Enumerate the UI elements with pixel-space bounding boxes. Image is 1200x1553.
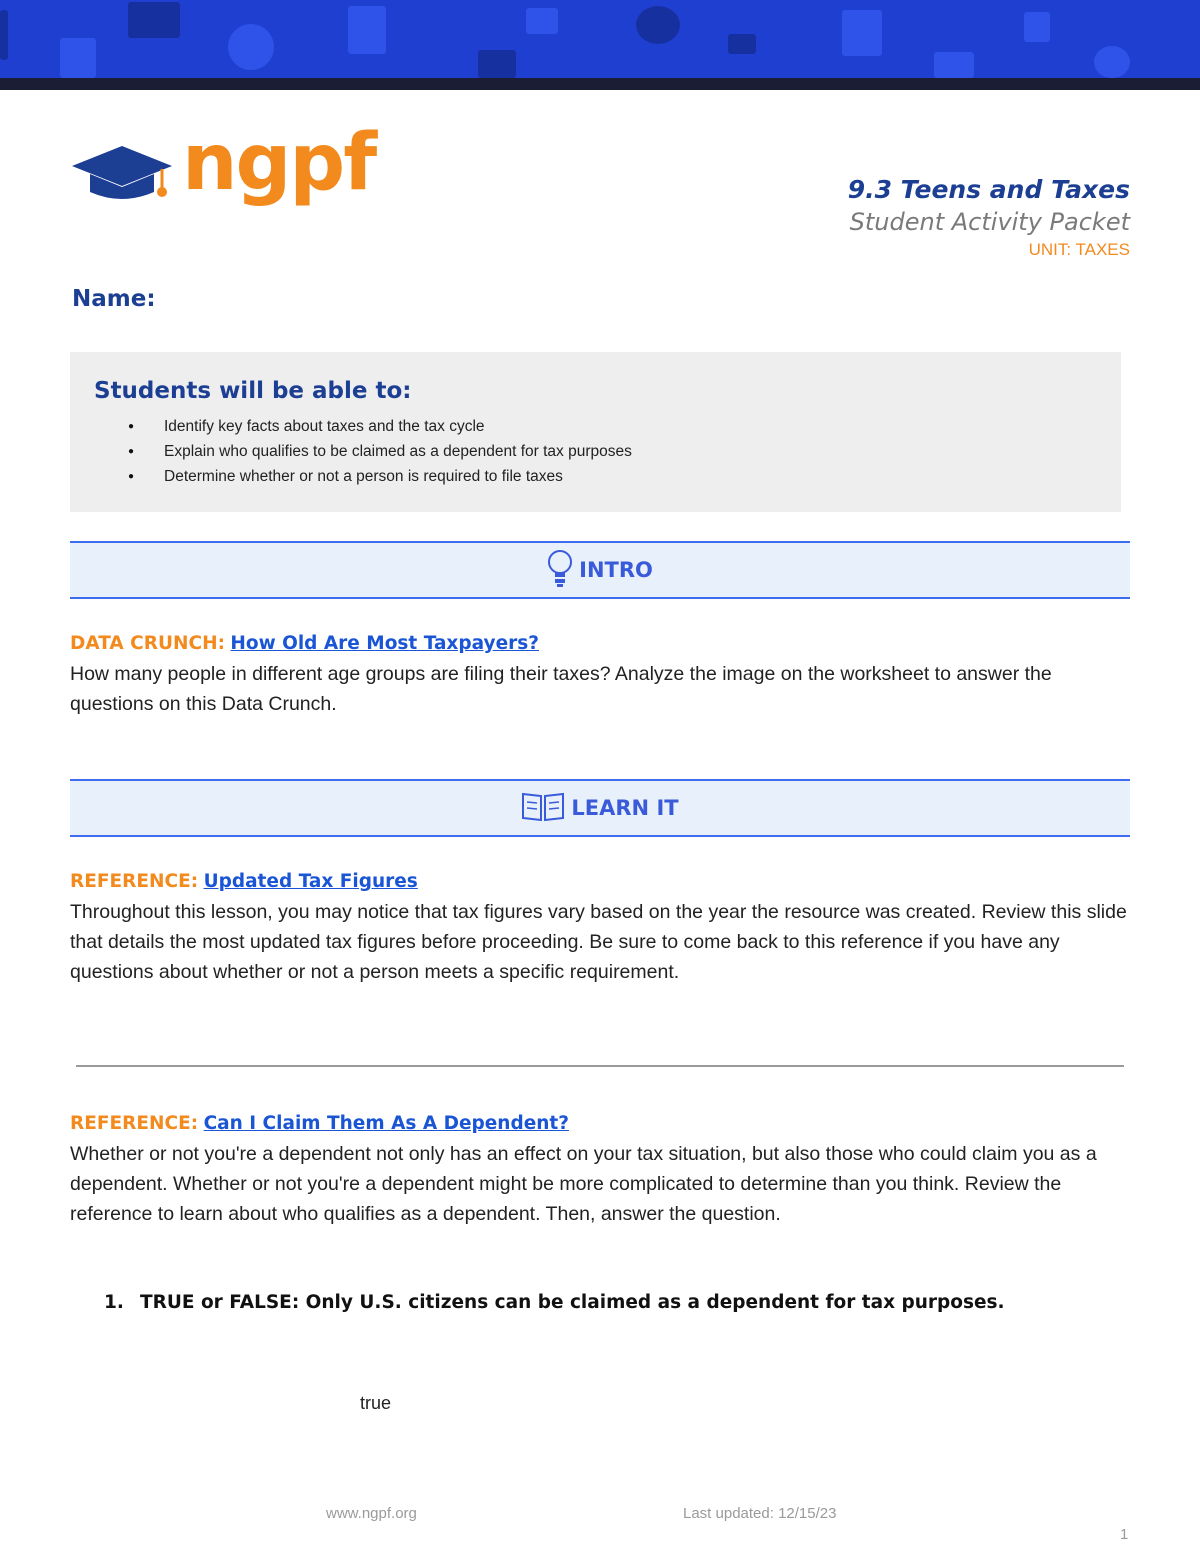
- ngpf-logo: [70, 118, 376, 218]
- reference-block-tax-figures: [70, 866, 1132, 987]
- list-item: ● Identify key facts about taxes and the tax cycle: [128, 414, 632, 439]
- reference-body-tax-figures: Throughout this lesson, you may notice that tax figures vary based on the year the resource was created. Review this slide that details the most updated tax figures before proceeding. Be sure to come back to this reference if you have any questions about whether or not a person meets a specific requirement.: [70, 901, 1127, 983]
- reference-body-dependent: Whether or not you're a dependent not only has an effect on your tax situation, but also those who could claim you as a dependent. Whether or not you're a dependent might be more complicated to determine than you think. Review the reference to learn about who qualifies as a dependent. Then, answer the question.: [70, 1143, 1097, 1225]
- section-label-learn-it: LEARN IT: [571, 796, 679, 820]
- reference-link-dependent[interactable]: Can I Claim Them As A Dependent?: [203, 1113, 570, 1134]
- unit-label: UNIT: TAXES: [1028, 240, 1130, 259]
- page-title: 9.3 Teens and Taxes: [847, 175, 1130, 204]
- objectives-list: [128, 414, 632, 489]
- horizontal-divider: [76, 1065, 1124, 1067]
- objectives-heading: Students will be able to:: [94, 378, 412, 404]
- reference-kicker: REFERENCE:: [70, 1113, 199, 1134]
- section-label-intro: INTRO: [579, 558, 653, 582]
- reference-link-tax-figures[interactable]: Updated Tax Figures: [203, 871, 418, 892]
- question-text: TRUE or FALSE: Only U.S. citizens can be claimed as a dependent for tax purposes.: [140, 1292, 1005, 1313]
- footer-url[interactable]: www.ngpf.org: [326, 1505, 417, 1522]
- footer-last-updated: Last updated: 12/15/23: [683, 1505, 837, 1522]
- data-crunch-block: [70, 628, 1132, 719]
- list-item: ● Explain who qualifies to be claimed as a dependent for tax purposes: [128, 439, 632, 464]
- reference-kicker: REFERENCE:: [70, 871, 199, 892]
- question-1: [104, 1292, 1005, 1313]
- list-item: ● Determine whether or not a person is required to file taxes: [128, 464, 632, 489]
- open-book-icon: [521, 790, 565, 827]
- objectives-box: [70, 352, 1121, 512]
- page-subtitle: Student Activity Packet: [849, 208, 1130, 236]
- data-crunch-body: How many people in different age groups are filing their taxes? Analyze the image on the worksheet to answer the questions on this Data Crunch.: [70, 663, 1052, 715]
- document-title-block: [848, 175, 1130, 260]
- header-banner: [0, 0, 1200, 78]
- lightbulb-icon: [547, 548, 573, 593]
- data-crunch-kicker: DATA CRUNCH:: [70, 633, 225, 654]
- header-divider-strip: [0, 78, 1200, 90]
- section-header-intro: [70, 541, 1130, 599]
- reference-block-dependent: [70, 1108, 1132, 1229]
- data-crunch-link[interactable]: How Old Are Most Taxpayers?: [230, 633, 539, 654]
- page-number: 1: [1120, 1526, 1129, 1543]
- question-number: 1.: [104, 1292, 124, 1313]
- answer-field[interactable]: true: [360, 1393, 392, 1413]
- name-label: Name:: [72, 286, 156, 312]
- logo-wordmark: ngpf: [182, 118, 376, 208]
- graduation-cap-icon: [70, 144, 180, 214]
- section-header-learn-it: [70, 779, 1130, 837]
